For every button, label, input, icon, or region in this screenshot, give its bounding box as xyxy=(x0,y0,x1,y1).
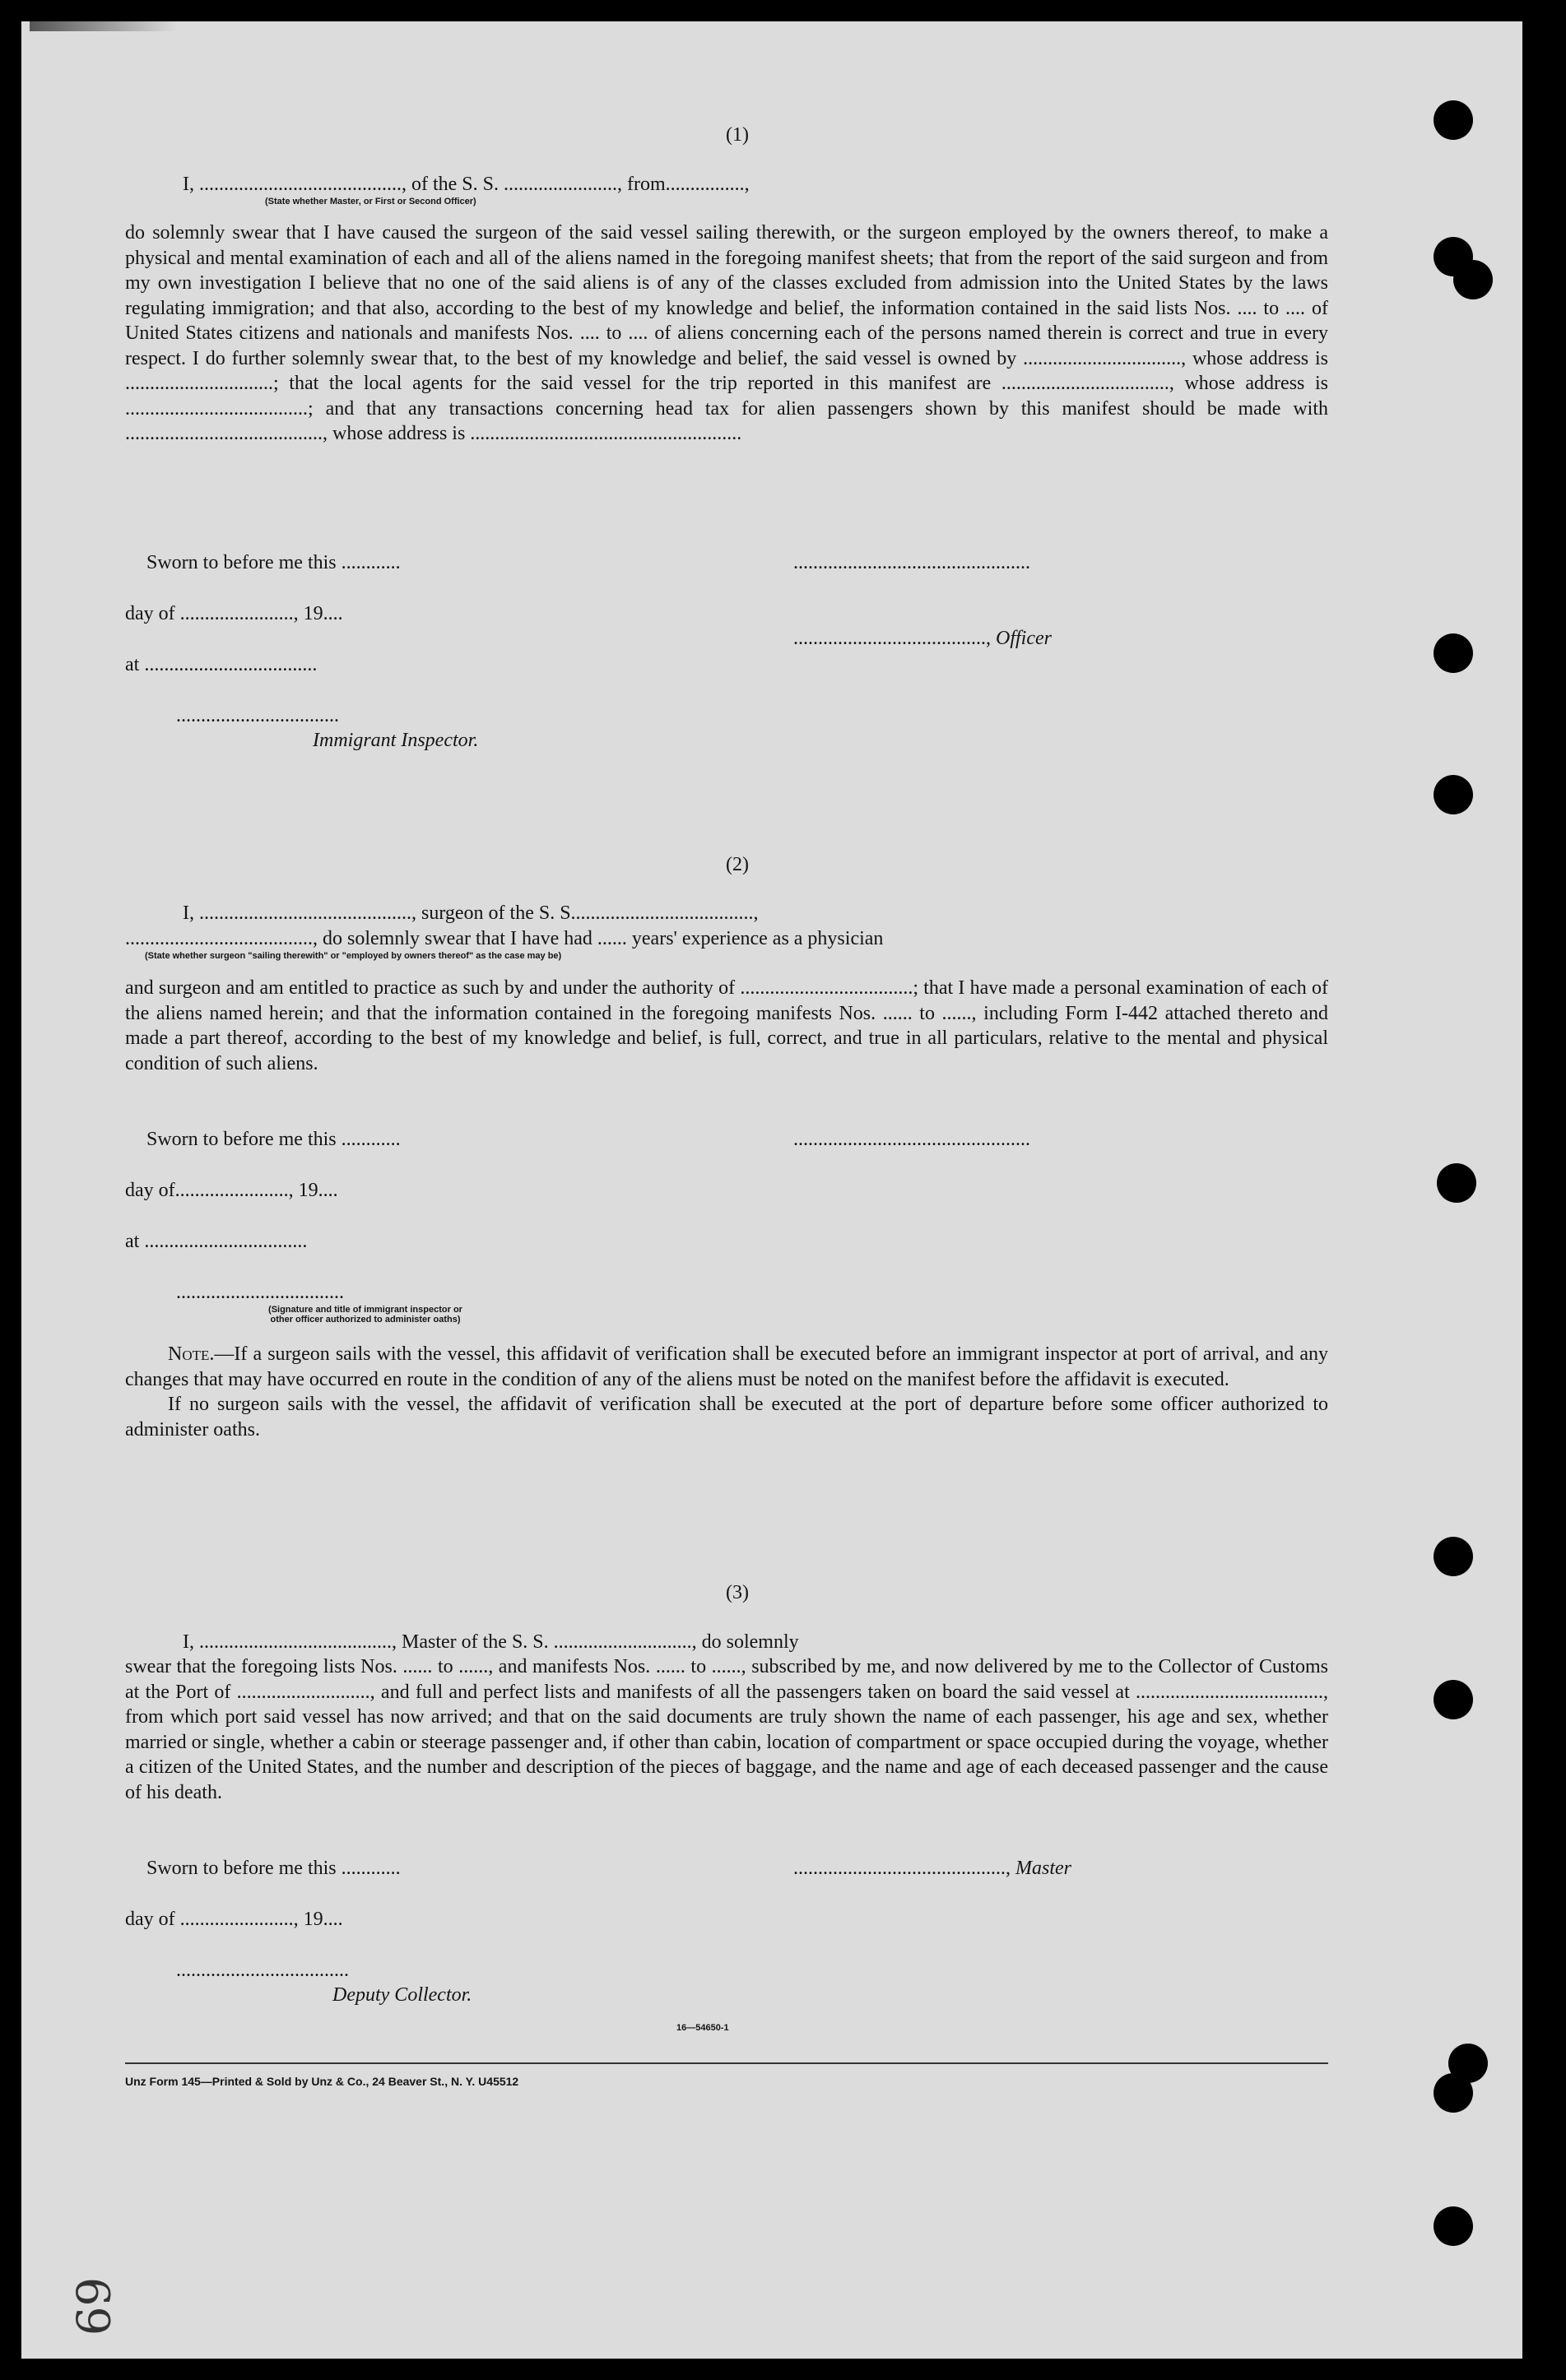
section1-day: day of ......................., 19.... xyxy=(125,603,343,624)
section2-line1: I, ..........................................., surgeon of the S. S....................................., xyxy=(183,902,759,924)
binder-hole xyxy=(1448,2044,1488,2083)
section1-sworn: Sworn to before me this ............ xyxy=(146,552,401,573)
section3-body xyxy=(125,1654,1328,1805)
section2-body xyxy=(125,976,1328,1076)
binder-hole xyxy=(1434,100,1473,140)
section3-line1: I, ......................................., Master of the S. S. ............................, do solemnly xyxy=(183,1631,799,1653)
section3-day: day of ......................., 19.... xyxy=(125,1909,343,1930)
section3-master-dots: ..........................................., xyxy=(793,1858,1015,1879)
section2-body-text: and surgeon and am entitled to practice as such by and under the authority of ...................................; that I have made a personal examination of each of the aliens named herein; and that the information contained in the foregoing manifests Nos. ...... to ......, including Form I-442 attached thereto and made a part thereof, according to the best of my knowledge and belief, is full, correct, and true in all particulars, relative to the mental and physical condition of such aliens. xyxy=(125,977,1328,1074)
form-code: 16—54650-1 xyxy=(676,2023,729,2033)
section1-signature-line: ................................................ xyxy=(793,552,1030,573)
section2-note-paragraph-1 xyxy=(125,1342,1328,1392)
section2-signature-line: ................................................ xyxy=(793,1129,1030,1150)
section1-inspector-label: Immigrant Inspector. xyxy=(313,730,479,751)
section2-note xyxy=(125,1342,1328,1442)
form-sheet xyxy=(21,21,1522,2359)
section1-officer-line xyxy=(793,626,1052,651)
section2-sworn: Sworn to before me this ............ xyxy=(146,1129,401,1150)
section1-line1-note: (State whether Master, or First or Second Officer) xyxy=(265,197,476,206)
section3-collector-label: Deputy Collector. xyxy=(332,1984,472,2006)
section1-line1: I, ........................................., of the S. S. ......................., from................, xyxy=(183,174,750,195)
handwritten-page-mark: 69 xyxy=(65,2276,119,2336)
binder-hole xyxy=(1453,260,1493,299)
binder-hole xyxy=(1434,2206,1473,2246)
section3-collector-dots: ................................... xyxy=(176,1960,349,1981)
section1-inspector-dots: ................................. xyxy=(176,705,339,726)
binder-hole xyxy=(1437,1163,1476,1203)
section1-officer-label: Officer xyxy=(996,628,1052,649)
section2-line2-note: (State whether surgeon "sailing therewith" or "employed by owners thereof" as the case may be) xyxy=(145,951,562,961)
section2-number: (2) xyxy=(726,854,749,875)
section2-note-paragraph-2: If no surgeon sails with the vessel, the affidavit of verification shall be executed at the port of departure before some officer authorized to administer oaths. xyxy=(125,1394,1328,1441)
section3-master-label: Master xyxy=(1015,1858,1071,1879)
scan-smudge xyxy=(30,21,178,31)
section2-note-label: Note. xyxy=(168,1343,215,1365)
section1-officer-dots: ......................................., xyxy=(793,628,996,649)
binder-hole xyxy=(1434,775,1473,814)
footer-rule xyxy=(125,2062,1328,2064)
section2-note-text-1: —If a surgeon sails with the vessel, this affidavit of verification shall be executed before an immigrant inspector at port of arrival, and any changes that may have occurred en route in the condition of any of the aliens must be noted on the manifest before the affidavit is executed. xyxy=(125,1343,1328,1390)
binder-hole xyxy=(1434,1680,1473,1719)
section1-number: (1) xyxy=(726,124,749,146)
section2-signature2-dots: .................................. xyxy=(176,1282,344,1303)
section3-master-line xyxy=(793,1856,1071,1881)
printer-footer: Unz Form 145—Printed & Sold by Unz & Co., 24 Beaver St., N. Y. U45512 xyxy=(125,2075,519,2088)
section2-signature2-note-1: (Signature and title of immigrant inspector or xyxy=(268,1305,462,1315)
section2-signature2-note-2: other officer authorized to administer oaths) xyxy=(270,1315,461,1325)
section2-line2: ......................................, do solemnly swear that I have had ...... years' experience as a physician xyxy=(125,928,884,949)
section3-body-text: swear that the foregoing lists Nos. ...... to ......, and manifests Nos. ...... to ......, subscribed by me, and now delivered by me to the Collector of Customs at the Port of ..........................., and full and perfect lists and manifests of all the passengers taken on board the said vessel at ......................................, from which port said vessel has now arrived; and that on the said documents are truly shown the name of each passenger, his age and sex, whether married or single, whether a cabin or steerage passenger and, if other than cabin, location of compartment or space occupied during the voyage, whether a citizen of the United States, and the number and description of the pieces of baggage, and the name and age of each deceased passenger and the cause of his death. xyxy=(125,1656,1328,1803)
section1-body-text: do solemnly swear that I have caused the surgeon of the said vessel sailing therewith, or the surgeon employed by the owners thereof, to make a physical and mental examination of each and all of the aliens named in the foregoing manifest sheets; that from the report of the said surgeon and from my own investigation I believe that no one of the said aliens is of any of the classes excluded from admission into the United States by the laws regulating immigration; and that also, according to the best of my knowledge and belief, the information contained in the said lists Nos. .... to .... of United States citizens and nationals and manifests Nos. .... to .... of aliens concerning each of the persons named therein is correct and true in every respect. I do further solemnly swear that, to the best of my knowledge and belief, the said vessel is owned by ................................, whose address is ..............................; that the local agents for the said vessel for the trip reported in this manifest are .................................., whose address is .....................................; and that any transactions concerning head tax for alien passengers shown by this manifest should be made with ........................................, whose address is ....................................................... xyxy=(125,222,1328,444)
section2-signature2-note xyxy=(176,1305,555,1325)
binder-hole xyxy=(1434,633,1473,673)
section1-body xyxy=(125,220,1328,447)
section2-at: at ................................. xyxy=(125,1231,308,1252)
binder-hole xyxy=(1434,1537,1473,1576)
section3-number: (3) xyxy=(726,1582,749,1603)
section1-at: at ................................... xyxy=(125,654,318,675)
section3-sworn: Sworn to before me this ............ xyxy=(146,1858,401,1879)
section2-day: day of......................., 19.... xyxy=(125,1180,338,1201)
